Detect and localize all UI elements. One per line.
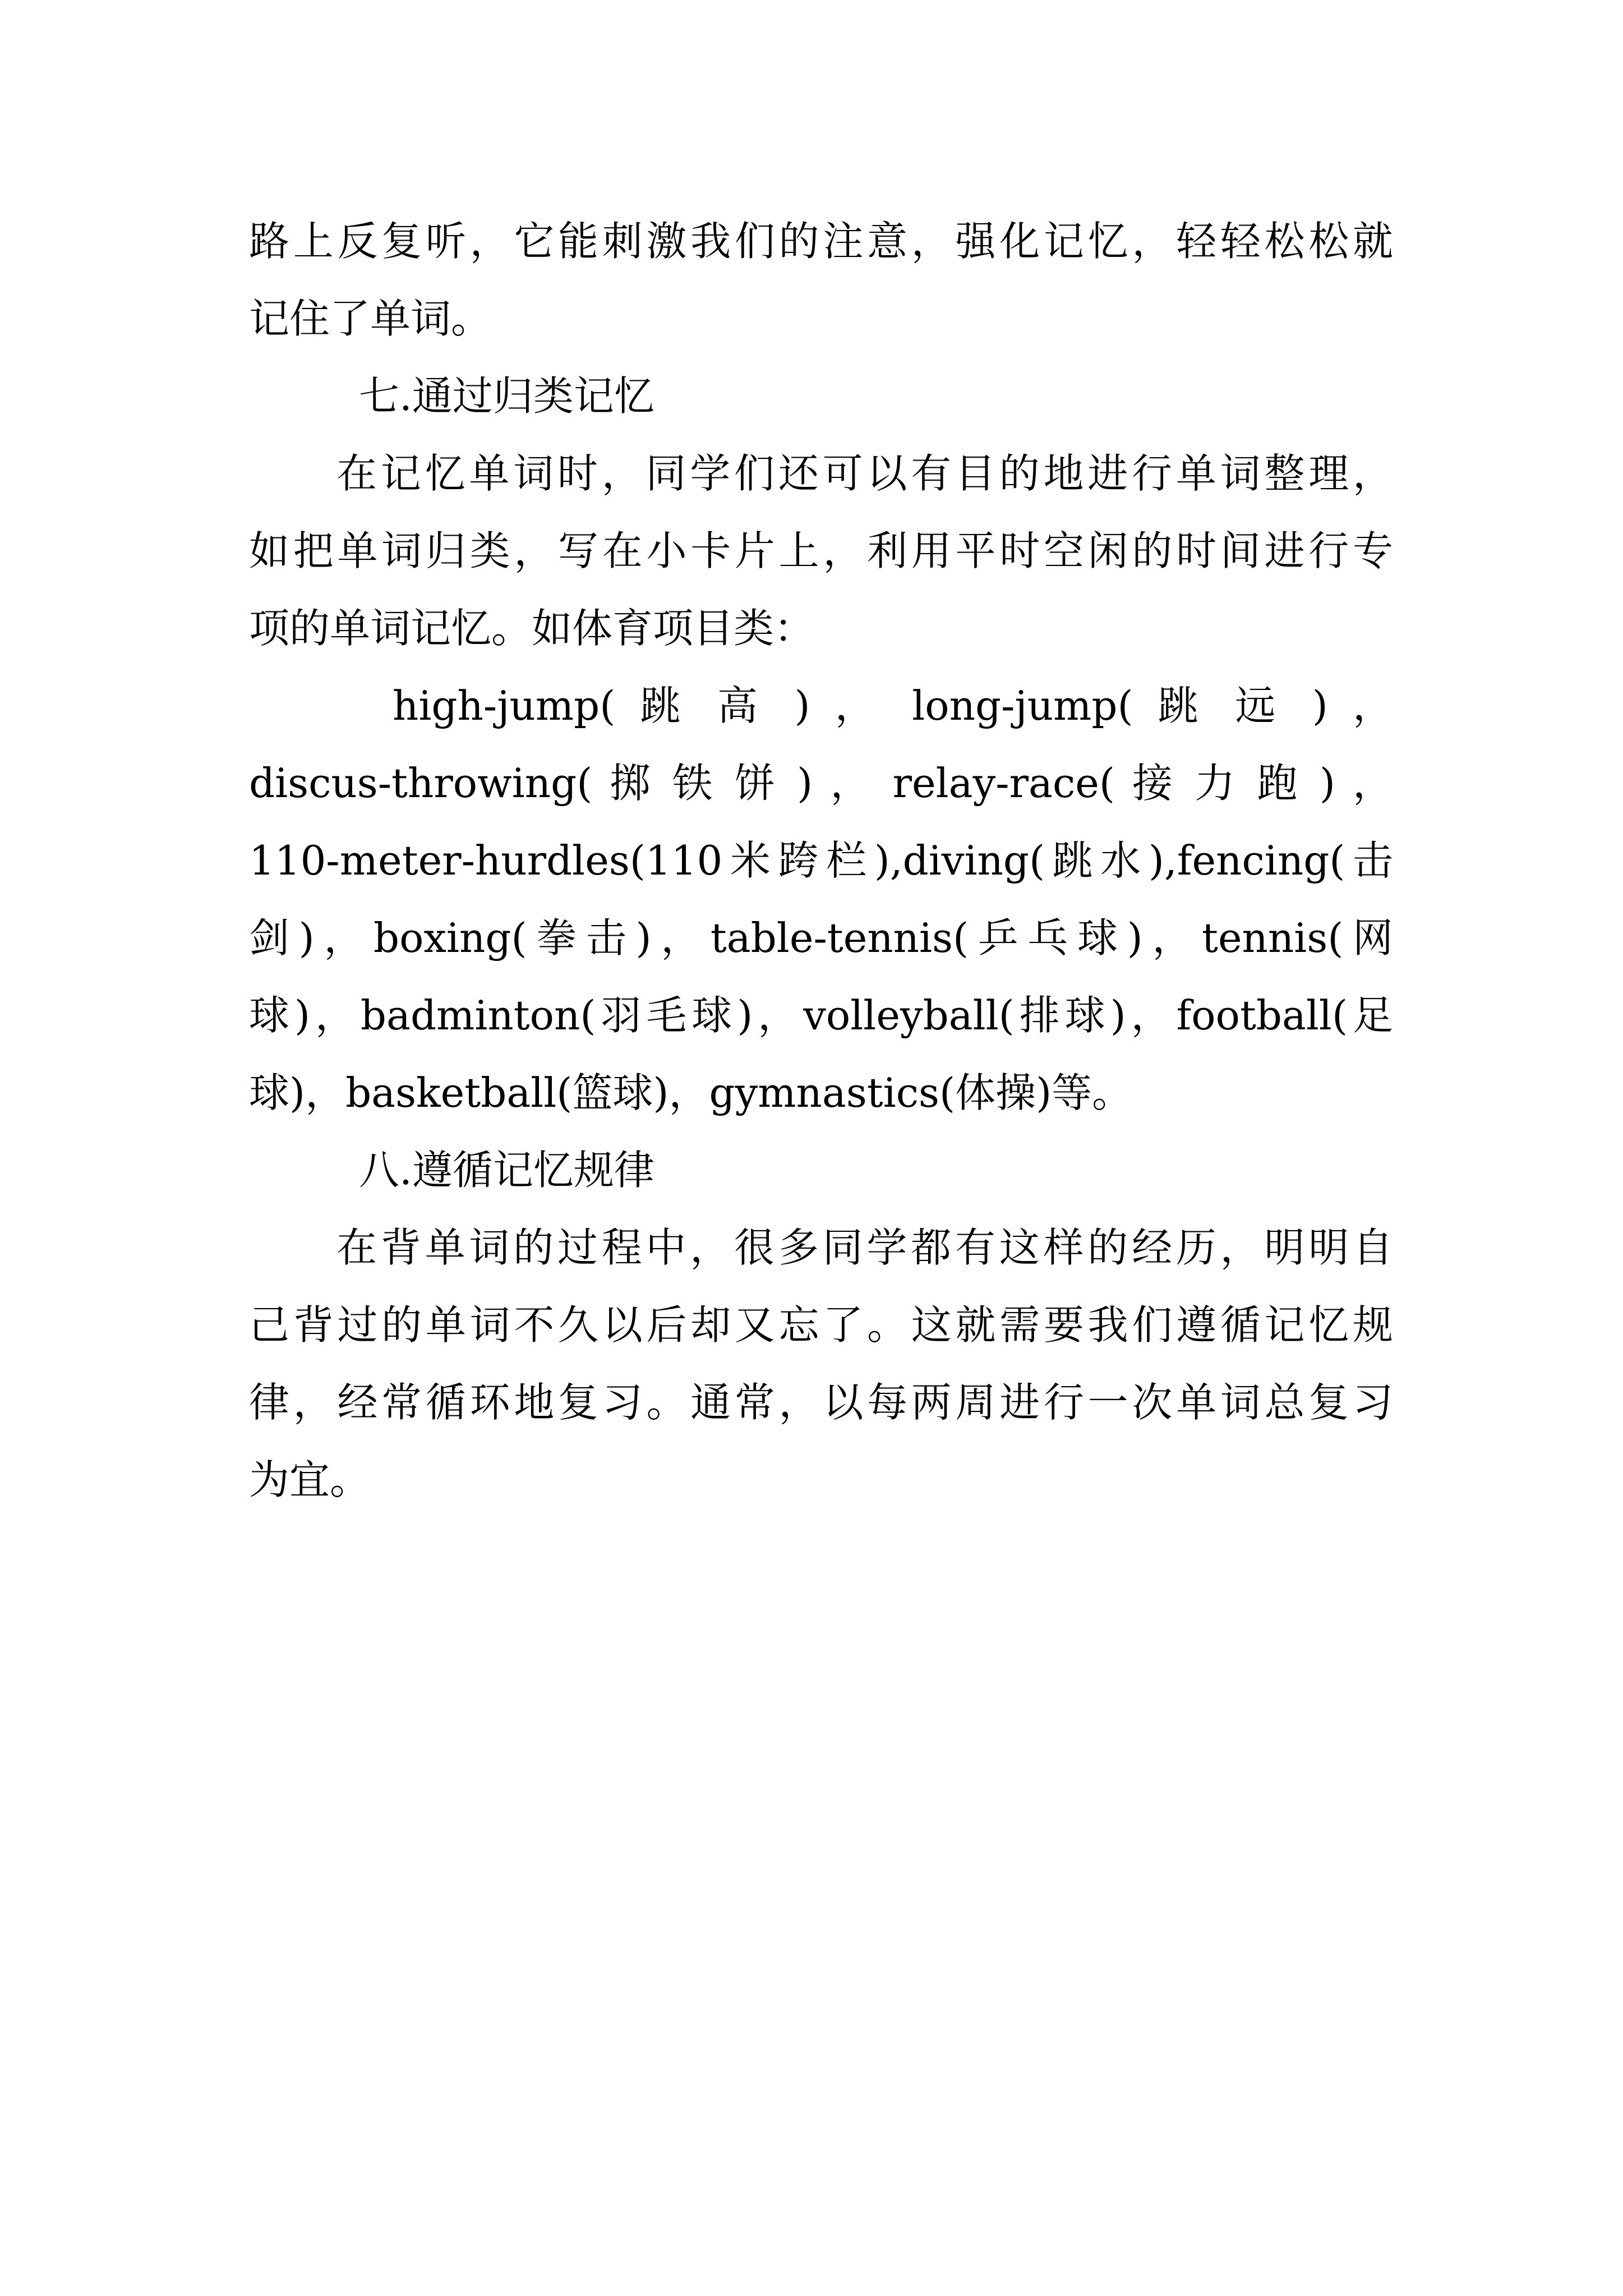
section-heading-8: 八.遵循记忆规律 xyxy=(359,1147,654,1194)
vocab-line: 球)，basketball(篮球)，gymnastics(体操)等。 xyxy=(249,1069,1133,1116)
vocab-line: discus-throwing( 掷 铁 饼 ) ， relay-race( 接 力 跑 ) ， xyxy=(249,760,1393,807)
paragraph-line: 在记忆单词时，同学们还可以有目的地进行单词整理， xyxy=(336,450,1393,497)
paragraph-line: 在背单词的过程中，很多同学都有这样的经历，明明自 xyxy=(336,1224,1393,1271)
paragraph-line: 路上反复听，它能刺激我们的注意，强化记忆，轻轻松松就 xyxy=(249,218,1393,265)
section-heading-7: 七.通过归类记忆 xyxy=(359,372,654,420)
vocab-line: 球)，badminton(羽毛球)，volleyball(排球)，football(足 xyxy=(249,992,1393,1039)
paragraph-line: 如把单词归类，写在小卡片上，利用平时空闲的时间进行专 xyxy=(249,527,1393,574)
paragraph-line: 记住了单词。 xyxy=(249,295,492,342)
vocab-line: 剑)，boxing(拳击)，table-tennis(乒乓球)，tennis(网 xyxy=(249,914,1393,961)
vocab-line: high-jump( 跳 高 ) ， long-jump( 跳 远 ) ， xyxy=(393,682,1393,729)
paragraph-line: 己背过的单词不久以后却又忘了。这就需要我们遵循记忆规 xyxy=(249,1301,1393,1349)
paragraph-line: 律，经常循环地复习。通常，以每两周进行一次单词总复习 xyxy=(249,1379,1393,1426)
paragraph-line: 项的单词记忆。如体育项目类： xyxy=(249,605,815,652)
paragraph-line: 为宜。 xyxy=(249,1456,371,1503)
vocab-line: 110-meter-hurdles(110米跨栏),diving(跳水),fencing(击 xyxy=(249,837,1393,884)
